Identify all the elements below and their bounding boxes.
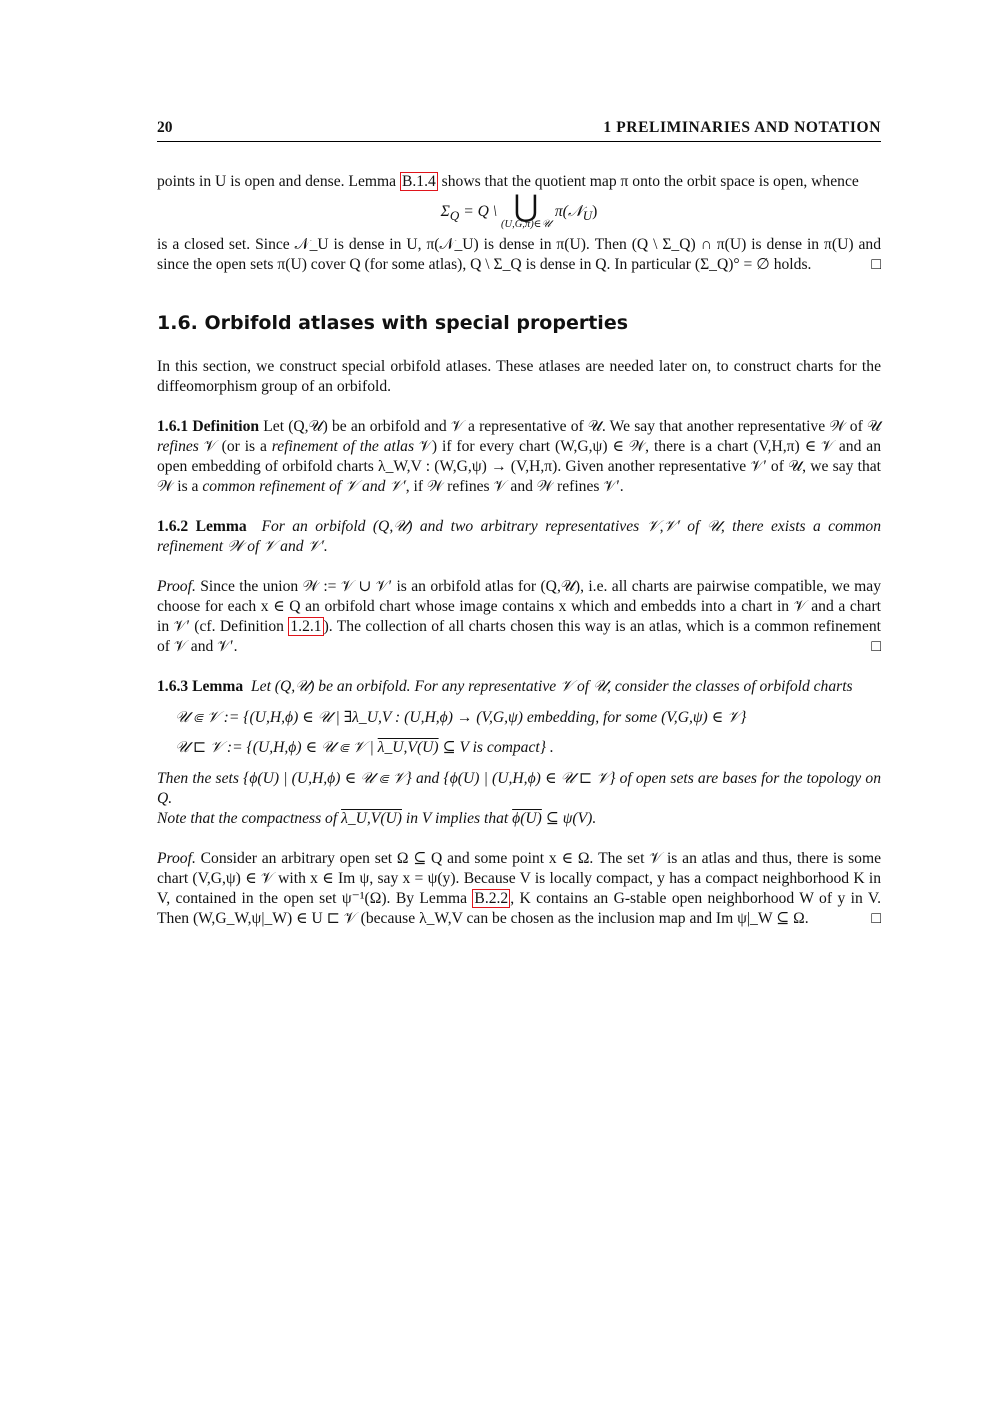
closure-term: λ_U,V(U) <box>341 809 402 827</box>
lemma-conclusion: Then the sets {ϕ(U) | (U,H,ϕ) ∈ 𝒰 ⋐ 𝒱} and {ϕ(U) | (U,H,ϕ) ∈ 𝒰 ⊏ 𝒱} of open sets are bases for the topology on Q. <box>157 769 881 807</box>
definition-1-6-1 <box>157 417 881 497</box>
intro-paragraph-1 <box>157 172 881 192</box>
proof-text: , K contains an G-stable open neighborhood W of y in V. Then (W,G_W,ψ|_W) ∈ U ⊏ 𝒱 (because λ_W,V can be chosen as the inclusion map and Im ψ|_W ⊆ Ω. <box>157 889 882 927</box>
qed-symbol: □ <box>871 255 881 273</box>
display-equation <box>157 190 881 231</box>
page-number: 20 <box>157 119 173 136</box>
lemma-label: 1.6.3 Lemma <box>157 677 244 695</box>
closure-term: λ_U,V(U) <box>377 738 439 756</box>
eq-pi: π(𝒩 <box>554 202 583 220</box>
note-part: ⊆ ψ(V). <box>541 809 597 827</box>
chart-class-definitions <box>175 703 881 763</box>
definition-ref-link[interactable]: 1.2.1 <box>290 617 322 635</box>
lemma-label: 1.6.2 Lemma <box>157 517 247 535</box>
qed-symbol: □ <box>871 637 881 655</box>
union-index: (U,G,π)∈𝒰 <box>501 219 551 230</box>
definition-subset-relation: 𝒰 ⋐ 𝒱 := {(U,H,ϕ) ∈ 𝒰 | ∃λ_U,V : (U,H,ϕ) → (V,G,ψ) embedding, for some (V,G,ψ) ∈ 𝒱} <box>175 708 747 726</box>
chapter-title: 1 PRELIMINARIES AND NOTATION <box>603 119 881 136</box>
big-union <box>501 190 551 231</box>
definition-label: 1.6.1 Definition <box>157 417 260 435</box>
note-part: Note that the compactness of <box>157 809 342 827</box>
section-intro: In this section, we construct special orbifold atlases. These atlases are needed later on, to construct charts for the diffeomorphism group of an orbifold. <box>157 357 881 395</box>
section-title: 1.6. Orbifold atlases with special properties <box>157 311 629 334</box>
note-part: in V implies that <box>401 809 513 827</box>
lemma-1-6-3 <box>157 677 881 829</box>
definition-compact-relation <box>175 733 881 763</box>
proof-lemma-1-6-2 <box>157 577 881 657</box>
proof-lemma-1-6-3 <box>157 849 881 929</box>
running-head <box>157 118 881 142</box>
page <box>157 118 881 929</box>
def-part: ⊆ V is compact} . <box>438 738 554 756</box>
lemma-statement: Let (Q,𝒰) be an orbifold. For any representative 𝒱 of 𝒰, consider the classes of orbifold charts <box>250 677 853 695</box>
definition-text: , if 𝒲 refines 𝒱 and 𝒲 refines 𝒱′. <box>405 477 624 495</box>
eq-sigma: Σ <box>440 202 450 220</box>
lemma-statement: For an orbifold (Q,𝒰) and two arbitrary representatives 𝒱,𝒱′ of 𝒰, there exists a common refinement 𝒲 of 𝒱 and 𝒱′. <box>157 517 882 555</box>
definition-text: 𝒱 (or is a <box>198 437 272 455</box>
definition-emph: refinement of the atlas <box>271 437 415 455</box>
proof-label: Proof. <box>157 577 196 595</box>
lemma-note <box>157 809 881 829</box>
eq-pi-sub: U <box>582 207 593 223</box>
definition-emph: refines <box>157 437 199 455</box>
qed-symbol: □ <box>871 909 881 927</box>
eq-minus: = Q \ <box>459 202 502 220</box>
intro-text-cont: shows that the quotient map π onto the orbit space is open, whence <box>437 173 859 190</box>
union-symbol: ⋃ <box>513 190 539 223</box>
lemma-ref-link[interactable]: B.2.2 <box>474 889 509 907</box>
def-part: 𝒰 ⊏ 𝒱 := {(U,H,ϕ) ∈ 𝒰 ⋐ 𝒱 | <box>175 738 378 756</box>
lemma-ref-link[interactable]: B.1.4 <box>401 173 436 190</box>
eq-close: ) <box>592 202 598 220</box>
definition-text: 𝒱) if for every chart (W,G,ψ) ∈ 𝒲, there is a chart (V,H,π) ∈ 𝒱 and an open embedding of orbifold charts λ_W,V : (W,G,ψ) → (V,H,π). Given another representative 𝒱′ of 𝒰, we say that 𝒲 is a <box>157 437 881 495</box>
proof-label: Proof. <box>157 849 196 867</box>
closure-term: ϕ(U) <box>512 809 542 827</box>
definition-emph: common refinement of 𝒱 and 𝒱′ <box>202 477 406 495</box>
intro-text: points in U is open and dense. Lemma <box>157 173 400 190</box>
intro-paragraph-2 <box>157 235 881 275</box>
lemma-1-6-2 <box>157 517 881 557</box>
definition-text: Let (Q,𝒰) be an orbifold and 𝒱 a representative of 𝒰. We say that another representative 𝒲 of 𝒰 <box>259 417 881 435</box>
proof-text: ). The collection of all charts chosen this way is an atlas, which is a common refinement of 𝒱 and 𝒱′. <box>157 617 881 655</box>
eq-sigma-sub: Q <box>449 207 460 223</box>
proof-text: Since the union 𝒲 := 𝒱 ∪ 𝒱′ is an orbifold atlas for (Q,𝒰), i.e. all charts are pairwise compatible, we may choose for each x ∈ Q an orbifold chart whose image contains x which and embedds into a chart in 𝒱 and a chart in 𝒱′ (cf. Definition <box>157 577 881 635</box>
proof-text: Consider an arbitrary open set Ω ⊆ Q and some point x ∈ Ω. The set 𝒱 is an atlas and thus, there is some chart (V,G,ψ) ∈ 𝒱 with x ∈ Im ψ, say x = ψ(y). Because V is locally compact, y has a compact neighborhood K in V, contained in the open set ψ⁻¹(Ω). By Lemma <box>157 849 881 907</box>
intro-text-2: is a closed set. Since 𝒩_U is dense in U, π(𝒩_U) is dense in π(U). Then (Q \ Σ_Q) ∩ π(U) is dense in π(U) and since the open sets π(U) cover Q (for some atlas), Q \ Σ_Q is dense in Q. In particular (Σ_Q)° = ∅ holds. <box>157 235 881 273</box>
